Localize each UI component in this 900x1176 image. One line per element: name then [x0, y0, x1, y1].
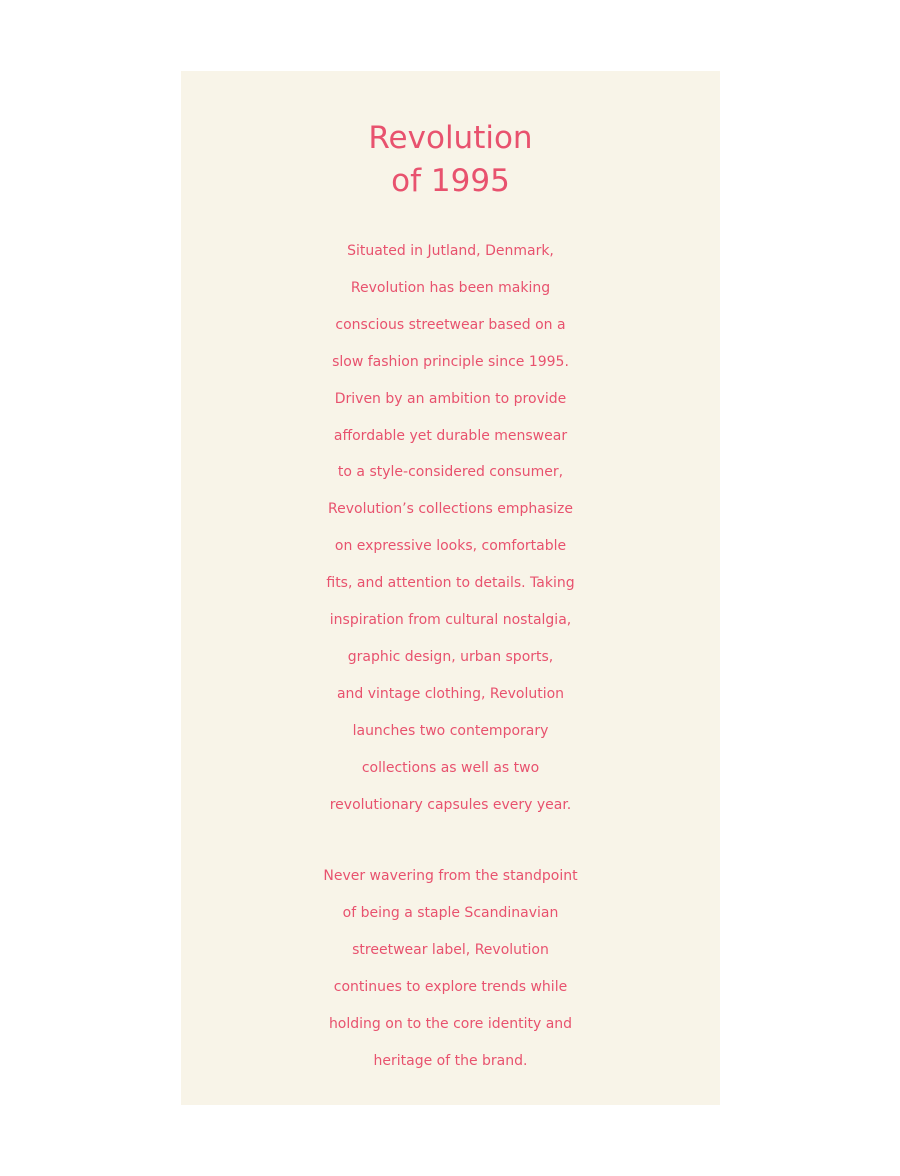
- text-line: Never wavering from the standpoint: [323, 868, 578, 884]
- text-card: [181, 71, 720, 1105]
- text-line: streetwear label, Revolution: [352, 941, 549, 958]
- text-line: inspiration from cultural nostalgia,: [329, 612, 572, 629]
- text-line: holding on to the core identity and: [328, 1015, 573, 1032]
- title-line: of 1995: [391, 163, 510, 199]
- text-line: revolutionary capsules every year.: [329, 796, 572, 813]
- text-line: graphic design, urban sports,: [347, 648, 554, 665]
- text-line: collections as well as two: [361, 759, 540, 776]
- body-paragraph-1: [181, 233, 720, 824]
- text-line: conscious streetwear based on a: [335, 316, 566, 333]
- text-line: Situated in Jutland, Denmark,: [347, 243, 554, 259]
- text-line: launches two contemporary: [352, 722, 549, 739]
- text-line: slow fashion principle since 1995.: [332, 353, 569, 370]
- text-line: Revolution’s collections emphasize: [328, 501, 573, 518]
- body-paragraph-2: [181, 858, 720, 1079]
- text-line: heritage of the brand.: [373, 1052, 528, 1069]
- text-line: affordable yet durable menswear: [333, 427, 568, 444]
- text-line: and vintage clothing, Revolution: [336, 685, 565, 702]
- text-line: continues to explore trends while: [333, 978, 568, 995]
- title-line: Revolution: [368, 120, 533, 156]
- text-line: Driven by an ambition to provide: [334, 390, 567, 407]
- text-line: on expressive looks, comfortable: [334, 538, 567, 555]
- page-title: [181, 117, 720, 203]
- text-line: to a style-considered consumer,: [337, 464, 564, 481]
- text-line: Revolution has been making: [350, 279, 551, 296]
- text-line: of being a staple Scandinavian: [342, 904, 559, 921]
- text-line: fits, and attention to details. Taking: [326, 575, 575, 592]
